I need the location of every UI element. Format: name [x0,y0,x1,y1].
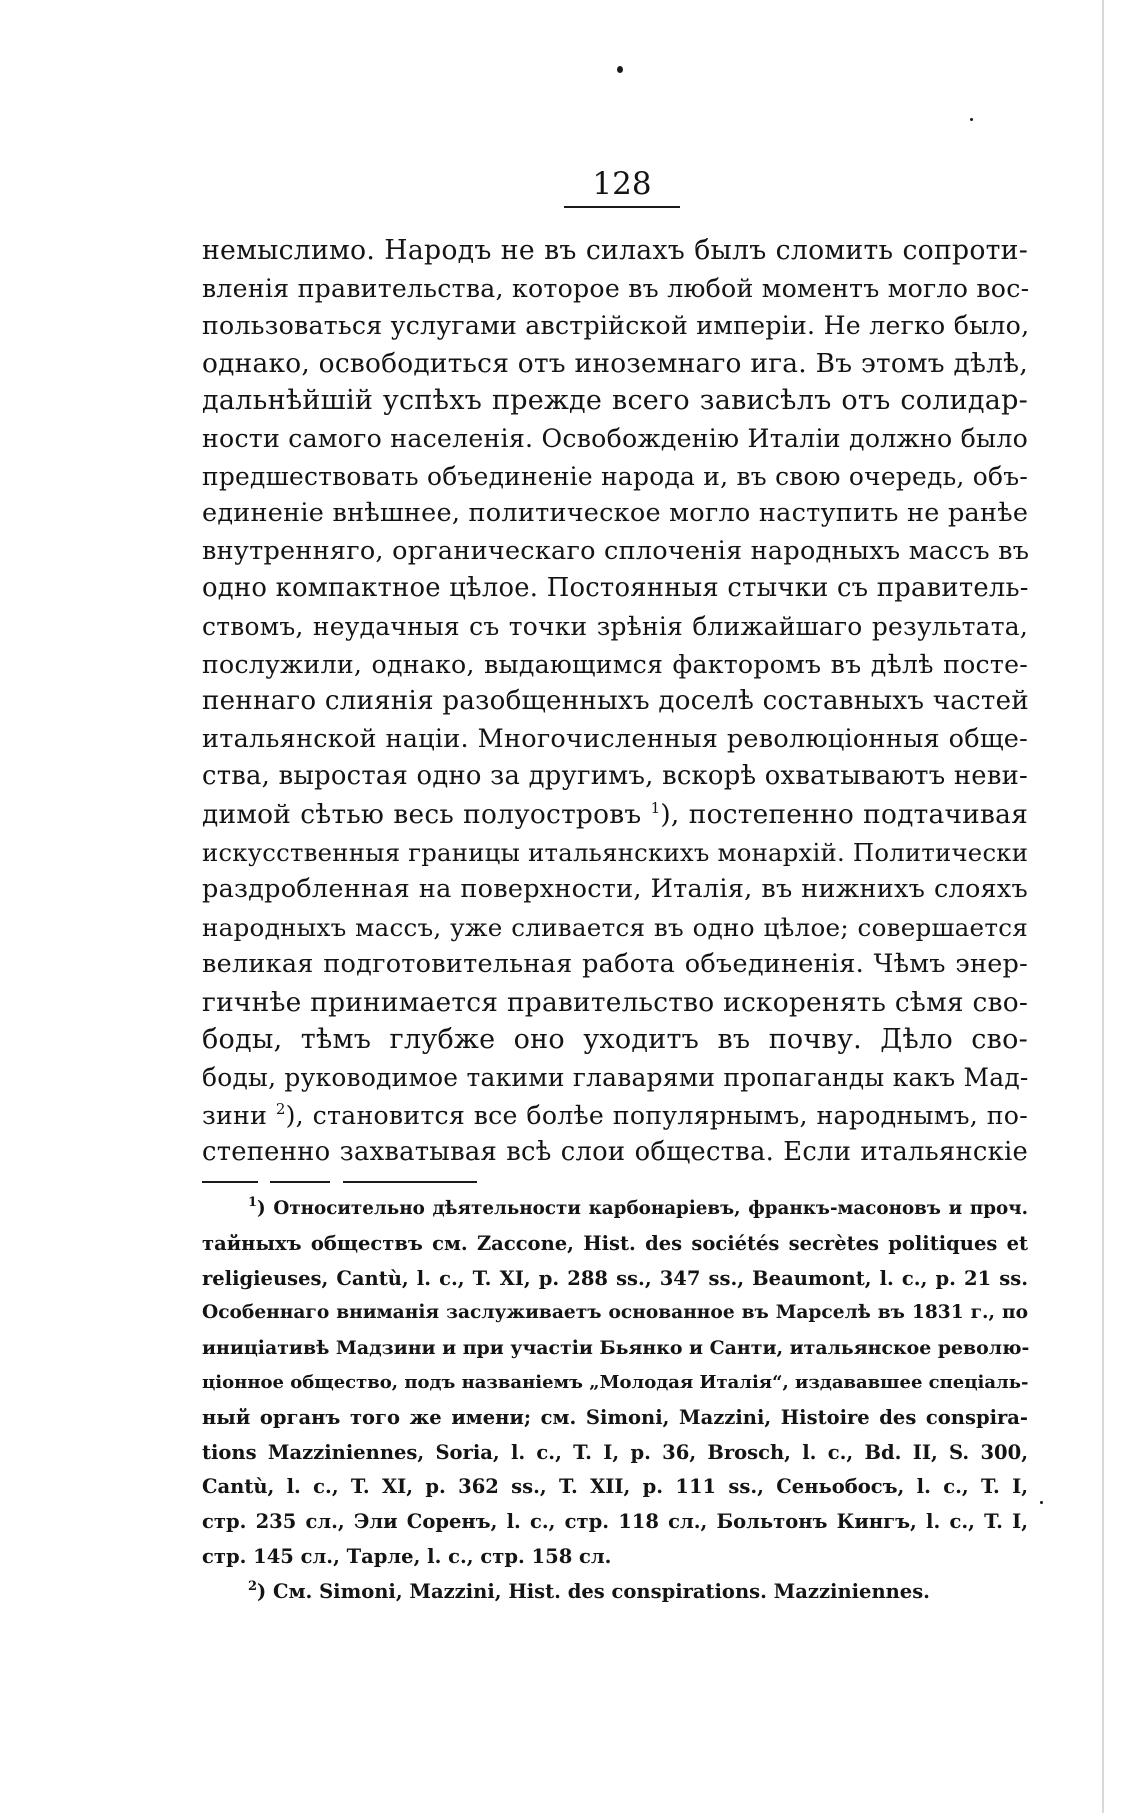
footnote-separator [343,1181,477,1183]
ink-speck [1040,1501,1043,1504]
body-line: вленія правительства, которое въ любой моментъ могло вос- [202,273,1030,303]
body-line-with-footnote-2 [202,1097,1028,1135]
footnote-1-line: стр. 145 сл., Тарле, l. c., стр. 158 сл. [202,1544,612,1568]
footnote-1-line: religieuses, Cantù, l. c., T. XI, p. 288 ss., 347 ss., Beaumont, l. c., p. 21 ss. [202,1266,1028,1290]
footnote-separator [202,1181,258,1183]
body-line: одно компактное цѣлое. Постоянныя стычки съ правитель- [202,573,1029,604]
body-line: послужили, однако, выдающимся факторомъ въ дѣлѣ посте- [202,649,1028,679]
footnote-1-line: тайныхъ обществъ см. Zaccone, Hist. des sociétés secrètes politiques et [202,1231,1028,1255]
footnote-1-line: tions Mazziniennes, Soria, l. c., T. I, p. 36, Brosch, l. c., Bd. II, S. 300, [202,1440,1028,1464]
body-text [202,232,1028,1172]
body-line: степенно захватывая всѣ слои общества. Если итальянскіе [202,1137,1028,1168]
footnote-separator [270,1181,330,1183]
ink-speck [970,118,973,121]
body-line: внутренняго, органическаго сплоченія народныхъ массъ въ [202,535,1030,566]
footnote-1-line: стр. 235 сл., Эли Соренъ, l. c., стр. 118 сл., Больтонъ Кингъ, l. c., T. I, [202,1510,1028,1534]
body-line: ствомъ, неудачныя съ точки зрѣнія ближайшаго результата, [202,611,1028,641]
body-line: искусственныя границы итальянскихъ монархій. Политически [202,837,1029,867]
body-line: однако, освободиться отъ иноземнаго ига. Въ этомъ дѣлѣ, [202,347,1028,379]
footnote-2-line [202,1575,1028,1610]
footnote-ref-2: 2 [275,1099,286,1118]
scan-edge-line [1102,0,1104,1813]
page-number-underline [564,206,680,208]
footnotes [202,1192,1028,1610]
body-line: пользоваться услугами австрійской имперіи. Не легко было, [202,311,1030,341]
page-number: 128 [592,166,652,202]
footnote-2-mark: 2 [248,1578,258,1594]
body-line: дальнѣйшій успѣхъ прежде всего зависѣлъ отъ солидар- [202,385,1028,417]
footnote-1-line: ціонное общество, подъ названіемъ „Молодая Италія“, издававшее спеціаль- [202,1371,1029,1393]
body-line: предшествовать объединеніе народа и, въ свою очередь, объ- [202,461,1028,491]
body-line-text: зини [202,1100,268,1130]
footnote-1-line: Cantù, l. c., T. XI, p. 362 ss., T. XII, p. 111 ss., Сеньобосъ, l. c., T. I, [202,1475,1028,1499]
body-line: пеннаго слиянія разобщенныхъ доселѣ составныхъ частей [202,686,1029,717]
body-line: единеніе внѣшнее, политическое могло наступить не ранѣе [202,498,1029,529]
footnote-1-text: ) Относительно дѣятельности карбонаріевъ, франкъ-масоновъ и проч. [257,1198,1028,1219]
body-line: ства, выростая одно за другимъ, вскорѣ охватываютъ неви- [202,761,1028,792]
footnote-1-mark: 1 [248,1195,258,1210]
body-line-text: ), становится все болѣе популярнымъ, народнымъ, по- [285,1100,1028,1130]
body-line: боды, тѣмъ глубже оно уходитъ въ почву. Дѣло сво- [202,1024,1028,1056]
footnote-1-line: ный органъ того же имени; см. Simoni, Mazzini, Histoire des conspira- [202,1405,1028,1429]
body-line-text: димой сѣтью весь полуостровъ [202,798,642,830]
footnote-1-line [202,1192,1028,1227]
footnote-2-text: ) См. Simoni, Mazzini, Hist. des conspirations. Mazziniennes. [257,1579,930,1603]
body-line: боды, руководимое такими главарями пропаганды какъ Мад- [202,1063,1029,1093]
body-line-with-footnote-1 [202,796,1028,834]
body-line: великая подготовительная работа объединенія. Чѣмъ энер- [202,949,1028,980]
body-line: гичнѣе принимается правительство искоренять сѣмя сво- [202,986,1028,1018]
body-line: раздробленная на поверхности, Италія, въ нижнихъ слояхъ [202,874,1028,905]
body-line: итальянской націи. Многочисленныя революціонныя обще- [202,723,1028,754]
footnote-ref-1: 1 [650,798,661,817]
body-line: немыслимо. Народъ не въ силахъ былъ сломить сопроти- [202,235,1028,266]
footnote-1-line: иниціативѣ Мадзини и при участіи Бьянко и Санти, итальянское револю- [202,1337,1030,1360]
footnote-1-line: Особеннаго вниманія заслуживаетъ основанное въ Марселѣ въ 1831 г., по [202,1302,1028,1324]
body-line: ности самого населенія. Освобожденію Италіи должно было [202,423,1028,453]
body-line-text: ), постепенно подтачивая [660,798,1028,830]
ink-speck [617,66,623,73]
body-line: народныхъ массъ, уже сливается въ одно цѣлое; совершается [202,912,1028,942]
